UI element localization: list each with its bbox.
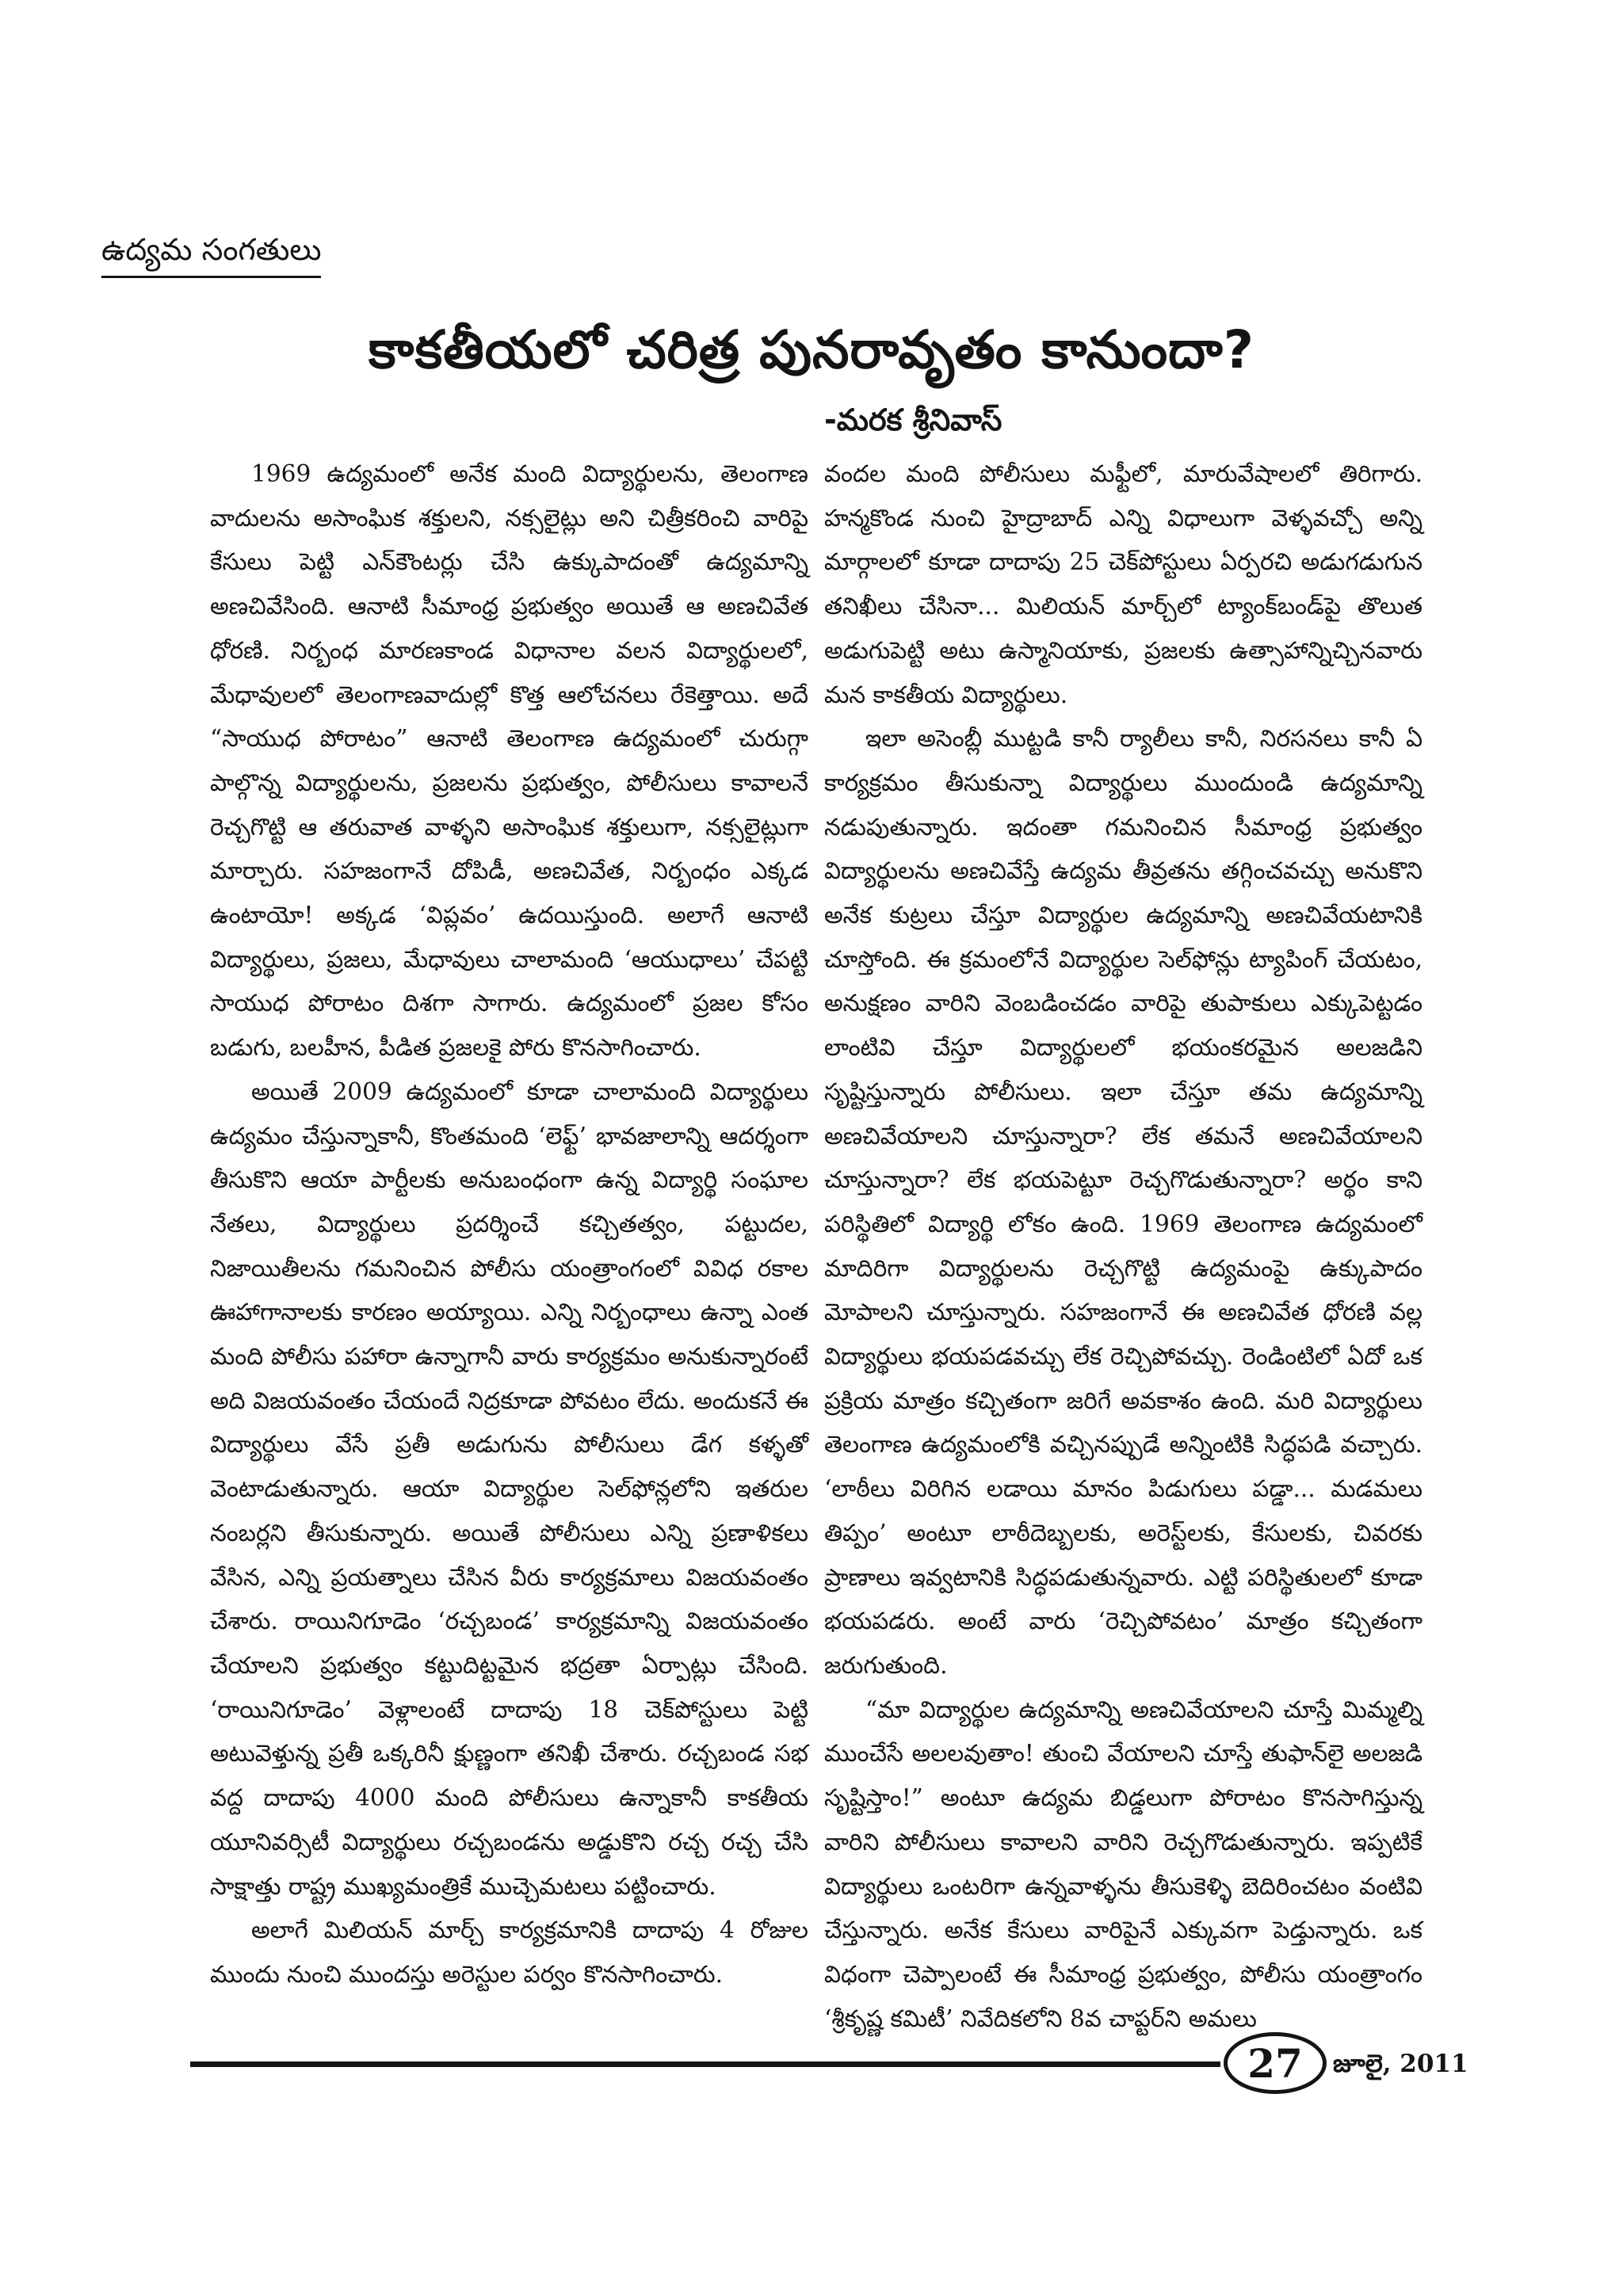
right-column: [824, 452, 1423, 2041]
paragraph: అలాగే మిలియన్ మార్చ్ కార్యక్రమానికి దాదాపు 4 రోజుల ముందు నుంచి ముందస్తు అరెస్టుల పర్వం కొనసాగించారు.: [210, 1917, 808, 1988]
article-byline: -మరక శ్రీనివాస్: [824, 402, 1002, 437]
left-column: [210, 452, 808, 1997]
issue-date: జూలై, 2011: [1333, 2050, 1468, 2078]
page-number: 27: [1224, 2032, 1327, 2094]
paragraph: వందల మంది పోలీసులు మఫ్టీలో, మారువేషాలలో తిరిగారు. హన్మకొండ నుంచి హైద్రాబాద్ ఎన్ని విధాలుగా వెళ్ళవచ్చో అన్ని మార్గాలలో కూడా దాదాపు 25 చెక్‌పోస్టులు ఏర్పరచి అడుగడుగున తనిఖీలు చేసినా... మిలియన్ మార్చ్‌లో ట్యాంక్‌బండ్‌పై తొలుత అడుగుపెట్టి అటు ఉస్మానియాకు, ప్రజలకు ఉత్సాహాన్నిచ్చినవారు మన కాకతీయ విద్యార్థులు.: [824, 460, 1423, 708]
paragraph: ఇలా అసెంబ్లీ ముట్టడి కానీ ర్యాలీలు కానీ, నిరసనలు కానీ ఏ కార్యక్రమం తీసుకున్నా విద్యార్థులు ముందుండి ఉద్యమాన్ని నడుపుతున్నారు. ఇదంతా గమనించిన సీమాంధ్ర ప్రభుత్వం విద్యార్థులను అణచివేస్తే ఉద్యమ తీవ్రతను తగ్గించవచ్చు అనుకొని అనేక కుట్రలు చేస్తూ విద్యార్థుల ఉద్యమాన్ని అణచివేయటానికి చూస్తోంది. ఈ క్రమంలోనే విద్యార్థుల సెల్‌ఫోన్లు ట్యాపింగ్ చేయటం, అనుక్షణం వారిని వెంబడించడం వారిపై తుపాకులు ఎక్కుపెట్టడం లాంటివి చేస్తూ విద్యార్థులలో భయంకరమైన అలజడిని సృష్టిస్తున్నారు పోలీసులు. ఇలా చేస్తూ తమ ఉద్యమాన్ని అణచివేయాలని చూస్తున్నారా? లేక తమనే అణచివేయాలని చూస్తున్నారా? లేక భయపెట్టూ రెచ్చగొడుతున్నారా? అర్థం కాని పరిస్థితిలో విద్యార్థి లోకం ఉంది. 1969 తెలంగాణ ఉద్యమంలో మాదిరిగా విద్యార్థులను రెచ్చగొట్టి ఉద్యమంపై ఉక్కుపాదం మోపాలని చూస్తున్నారు. సహజంగానే ఈ అణచివేత ధోరణి వల్ల విద్యార్థులు భయపడవచ్చు లేక రెచ్చిపోవచ్చు. రెండింటిలో ఏదో ఒక ప్రక్రియ మాత్రం కచ్చితంగా జరిగే అవకాశం ఉంది. మరి విద్యార్థులు తెలంగాణ ఉద్యమంలోకి వచ్చినప్పుడే అన్నింటికి సిద్ధపడి వచ్చారు. ‘లాఠీలు విరిగిన లడాయి మానం పిడుగులు పడ్డా... మడమలు తిప్పం’ అంటూ లాఠీదెబ్బలకు, అరెస్ట్‌లకు, కేసులకు, చివరకు ప్రాణాలు ఇవ్వటానికి సిద్ధపడుతున్నవారు. ఎట్టి పరిస్థితులలో కూడా భయపడరు. అంటే వారు ‘రెచ్చిపోవటం’ మాత్రం కచ్చితంగా జరుగుతుంది.: [824, 725, 1423, 1679]
paragraph: “మా విద్యార్థుల ఉద్యమాన్ని అణచివేయాలని చూస్తే మిమ్మల్ని ముంచేసే అలలవుతాం! తుంచి వేయాలని చూస్తే తుఫాన్‌లై అలజడి సృష్టిస్తాం!” అంటూ ఉద్యమ బిడ్డలుగా పోరాటం కొనసాగిస్తున్న వారిని పోలీసులు కావాలని వారిని రెచ్చగొడుతున్నారు. ఇప్పటికే విద్యార్థులు ఒంటరిగా ఉన్నవాళ్ళను తీసుకెళ్ళి బెదిరించటం వంటివి చేస్తున్నారు. అనేక కేసులు వారిపైనే ఎక్కువగా పెడ్తున్నారు. ఒక విధంగా చెప్పాలంటే ఈ సీమాంధ్ర ప్రభుత్వం, పోలీసు యంత్రాంగం ‘శ్రీకృష్ణ కమిటీ’ నివేదికలోని 8వ చాప్టర్‌ని అమలు: [824, 1695, 1423, 2032]
section-label: ఉద్యమ సంగతులు: [101, 230, 321, 278]
paragraph: అయితే 2009 ఉద్యమంలో కూడా చాలామంది విద్యార్థులు ఉద్యమం చేస్తున్నాకానీ, కొంతమంది ‘లెఫ్ట్’ భావజాలాన్ని ఆదర్శంగా తీసుకొని ఆయా పార్టీలకు అనుబంధంగా ఉన్న విద్యార్థి సంఘాల నేతలు, విద్యార్థులు ప్రదర్శించే కచ్చితత్వం, పట్టుదల, నిజాయితీలను గమనించిన పోలీసు యంత్రాంగంలో వివిధ రకాల ఊహాగానాలకు కారణం అయ్యాయి. ఎన్ని నిర్బంధాలు ఉన్నా ఎంత మంది పోలీసు పహారా ఉన్నాగానీ వారు కార్యక్రమం అనుకున్నారంటే అది విజయవంతం చేయందే నిద్రకూడా పోవటం లేదు. అందుకనే ఈ విద్యార్థులు వేసే ప్రతీ అడుగును పోలీసులు డేగ కళ్ళతో వెంటాడుతున్నారు. ఆయా విద్యార్థుల సెల్‌ఫోన్లలోని ఇతరుల నంబర్లని తీసుకున్నారు. అయితే పోలీసులు ఎన్ని ప్రణాళికలు వేసిన, ఎన్ని ప్రయత్నాలు చేసిన వీరు కార్యక్రమాలు విజయవంతం చేశారు. రాయినిగూడెం ‘రచ్చబండ’ కార్యక్రమాన్ని విజయవంతం చేయాలని ప్రభుత్వం కట్టుదిట్టమైన భద్రతా ఏర్పాట్లు చేసింది. ‘రాయినిగూడెం’ వెళ్లాలంటే దాదాపు 18 చెక్‌పోస్టులు పెట్టి అటువెళ్తున్న ప్రతీ ఒక్కరినీ క్షుణ్ణంగా తనిఖీ చేశారు. రచ్చబండ సభ వద్ద దాదాపు 4000 మంది పోలీసులు ఉన్నాకానీ కాకతీయ యూనివర్సిటీ విద్యార్థులు రచ్చబండను అడ్డుకొని రచ్చ రచ్చ చేసి సాక్షాత్తు రాష్ట్ర ముఖ్యమంత్రికే ముచ్చెమటలు పట్టించారు.: [210, 1077, 808, 1900]
article-title: కాకతీయలో చరిత్ర పునరావృతం కానుందా?: [368, 319, 1254, 380]
footer-rule: [190, 2061, 1220, 2067]
paragraph: 1969 ఉద్యమంలో అనేక మంది విద్యార్థులను, తెలంగాణ వాదులను అసాంఘిక శక్తులని, నక్సలైట్లు అని చిత్రీకరించి వారిపై కేసులు పెట్టి ఎన్‌కౌంటర్లు చేసి ఉక్కుపాదంతో ఉద్యమాన్ని అణచివేసింది. ఆనాటి సీమాంధ్ర ప్రభుత్వం అయితే ఆ అణచివేత ధోరణి. నిర్బంధ మారణకాండ విధానాల వలన విద్యార్థులలో, మేధావులలో తెలంగాణవాదుల్లో కొత్త ఆలోచనలు రేకెత్తాయి. అదే “సాయుధ పోరాటం” ఆనాటి తెలంగాణ ఉద్యమంలో చురుగ్గా పాల్గొన్న విద్యార్థులను, ప్రజలను ప్రభుత్వం, పోలీసులు కావాలనే రెచ్చగొట్టి ఆ తరువాత వాళ్ళని అసాంఘిక శక్తులుగా, నక్సలైట్లుగా మార్చారు. సహజంగానే దోపిడీ, అణచివేత, నిర్బంధం ఎక్కడ ఉంటాయో! అక్కడ ‘విప్లవం’ ఉదయిస్తుంది. అలాగే ఆనాటి విద్యార్థులు, ప్రజలు, మేధావులు చాలామంది ‘ఆయుధాలు’ చేపట్టి సాయుధ పోరాటం దిశగా సాగారు. ఉద్యమంలో ప్రజల కోసం బడుగు, బలహీన, పీడిత ప్రజలకై పోరు కొనసాగించారు.: [210, 460, 808, 1062]
